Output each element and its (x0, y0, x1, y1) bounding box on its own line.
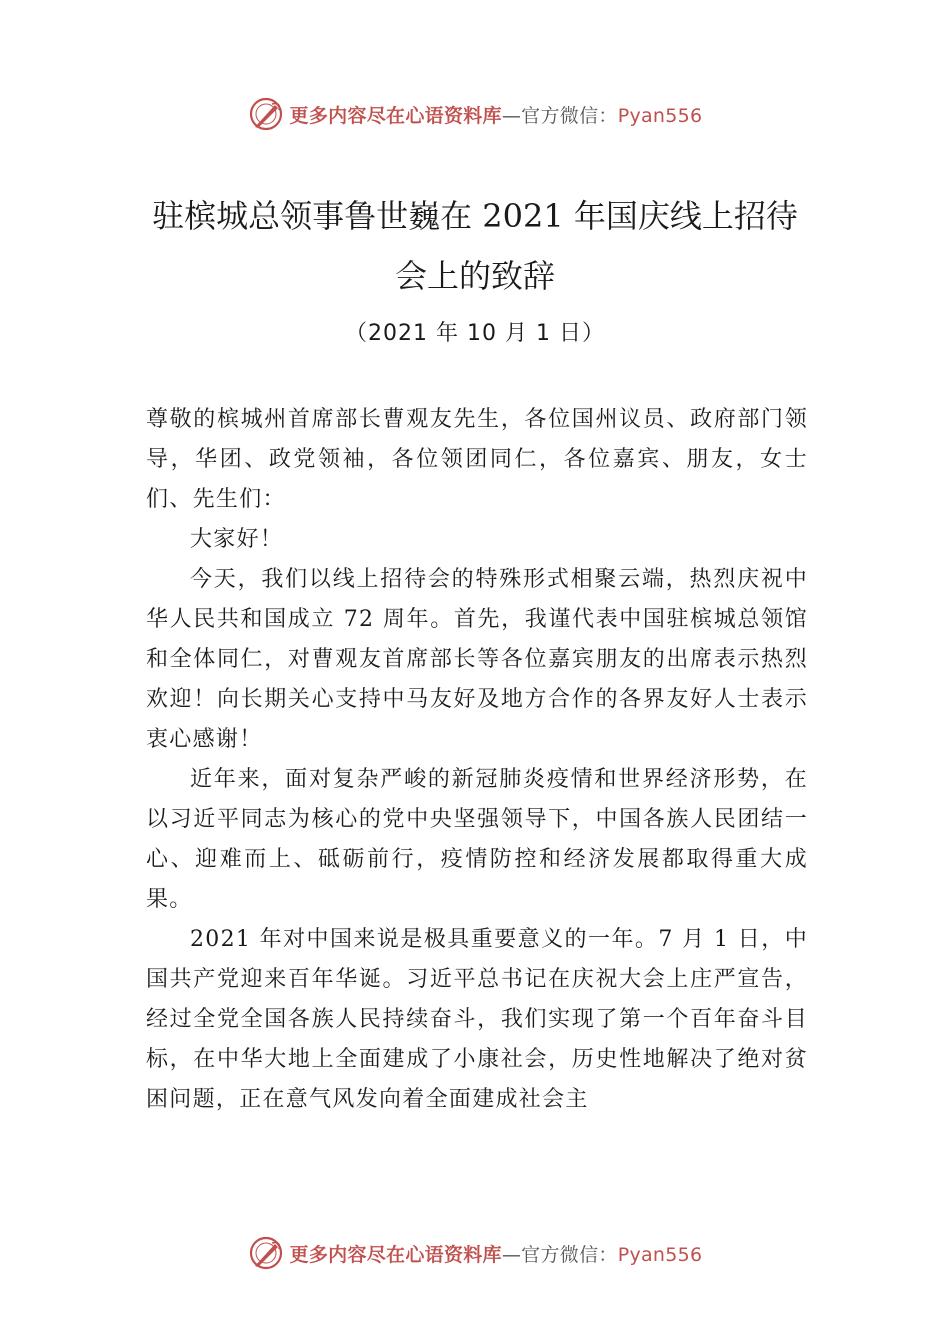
watermark-handle: Pyan556 (617, 1243, 703, 1266)
watermark-handle: Pyan556 (617, 104, 703, 127)
watermark-separator: — (501, 1243, 522, 1266)
greeting-paragraph: 大家好！ (190, 527, 284, 552)
quill-seal-icon (248, 96, 284, 132)
watermark-text (290, 1240, 703, 1267)
body-paragraph: 近年来，面对复杂严峻的新冠肺炎疫情和世界经济形势，在以习近平同志为核心的党中央坚强领导下，中国各族人民团结一心、迎难而上、砥砺前行，疫情防控和经济发展都取得重大成果。 (146, 767, 808, 912)
body-paragraph: 今天，我们以线上招待会的特殊形式相聚云端，热烈庆祝中华人民共和国成立 72 周年。首先，我谨代表中国驻槟城总领馆和全体同仁，对曹观友首席部长等各位嘉宾朋友的出席表示热烈欢迎！向长期关心支持中马友好及地方合作的各界友好人士表示衷心感谢！ (146, 567, 808, 752)
document-body (146, 400, 808, 1120)
document-date: （2021 年 10 月 1 日） (345, 321, 605, 346)
salutation-paragraph: 尊敬的槟城州首席部长曹观友先生，各位国州议员、政府部门领导，华团、政党领袖，各位领团同仁，各位嘉宾、朋友，女士们、先生们： (146, 407, 808, 512)
watermark-official: 官方微信： (521, 104, 618, 127)
watermark-header (0, 94, 950, 134)
watermark-text (290, 101, 703, 128)
body-paragraph: 2021 年对中国来说是极具重要意义的一年。7 月 1 日，中国共产党迎来百年华诞。习近平总书记在庆祝大会上庄严宣告，经过全党全国各族人民持续奋斗，我们实现了第一个百年奋斗目标，在中华大地上全面建成了小康社会，历史性地解决了绝对贫困问题，正在意气风发向着全面建成社会主 (146, 927, 808, 1112)
quill-seal-icon (248, 1235, 284, 1271)
watermark-official: 官方微信： (521, 1243, 618, 1266)
watermark-brand: 更多内容尽在心语资料库 (289, 104, 502, 127)
document-title: 驻槟城总领事鲁世巍在 2021 年国庆线上招待会上的致辞 (152, 197, 798, 295)
watermark-brand: 更多内容尽在心语资料库 (289, 1243, 502, 1266)
watermark-footer (0, 1233, 950, 1273)
watermark-separator: — (501, 104, 522, 127)
